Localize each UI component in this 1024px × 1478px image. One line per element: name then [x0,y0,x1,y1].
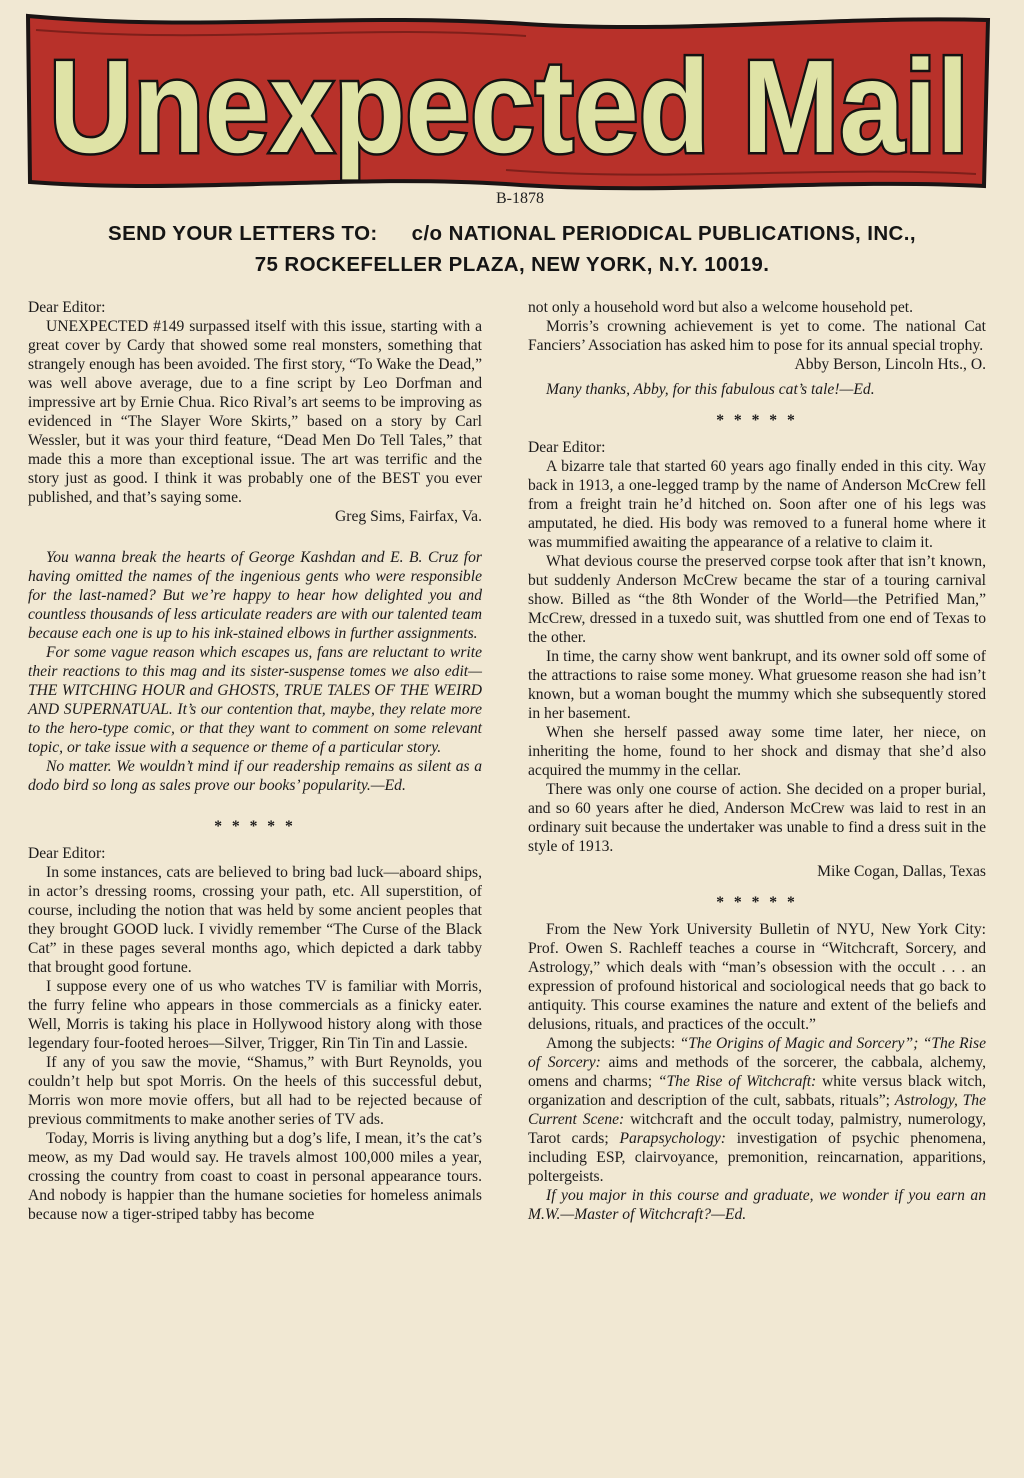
letter-salutation: Dear Editor: [28,845,106,862]
subject-title: Parapsychology: [619,1130,726,1147]
right-column [528,298,986,1224]
page-title: Unexpected Mail [49,33,969,180]
banner-code: B-1878 [496,190,544,207]
subject-text: witchcraft and the occult today, palmistry, numerology, Tarot cards; [528,1111,986,1147]
address-label: SEND YOUR LETTERS TO: [108,222,378,245]
editor-reply: Many thanks, Abby, for this fabulous cat’s tale!—Ed. [546,381,875,398]
letter-paragraph: Today, Morris is living anything but a dog’s life, I mean, it’s the cat’s meow, as my Dad would say. He travels almost 100,000 miles a year, crossing the country from coast to coast in personal appearance tours. And nobody is happier than the humane societies for homeless animals because now a tiger-striped tabby has become [28,1130,482,1223]
letter-salutation: Dear Editor: [528,439,606,456]
letter-paragraph: There was only one course of action. She decided on a proper burial, and so 60 years after he died, Anderson McCrew was laid to rest in an ordinary suit because the undertaker was unable to find a dress suit in the style of 1913. [528,781,986,855]
letter-signature: Greg Sims, Fairfax, Va. [335,508,482,525]
editor-reply: No matter. We wouldn’t mind if our readership remains as silent as a dodo bird so long as sales prove our books’ popularity.—Ed. [28,758,482,794]
title-banner [26,10,992,195]
subject-text: aims and methods of the sorcerer, the cabbala, alchemy, omens and charms; [528,1054,986,1090]
letter-signature: Abby Berson, Lincoln Hts., O. [794,356,986,373]
section-separator: * * * * * [716,412,798,429]
letter-paragraph: In some instances, cats are believed to bring bad luck—aboard ships, in actor’s dressing rooms, crossing your path, etc. All superstition, of course, including the notion that was held by some ancient peoples that they brought GOOD luck. I vividly remember “The Curse of the Black Cat” in these pages several months ago, which depicted a dark tabby that brought good fortune. [28,864,482,976]
subject-text: white versus black witch, organization and description of the cult, sabbats, rituals”; [528,1073,987,1109]
letter-continuation: not only a household word but also a welcome household pet. [528,299,914,316]
bulletin-intro: From the New York University Bulletin of NYU, New York City: Prof. Owen S. Rachleff teaches a course in “Witchcraft, Sorcery, and Astrology,” which deals with “man’s obsession with the occult . . . an expression of profound historical and sociological needs that go back to antiquity. This course examines the nature and extent of the beliefs and delusions, rituals, and practices of the occult.” [528,921,986,1033]
letter-paragraph: A bizarre tale that started 60 years ago finally ended in this city. Way back in 1913, a one-legged tramp by the name of Anderson McCrew fell from a freight train he’d hitched on. Soon after one of his legs was amputated, he died. His body was removed to a funeral home where it was mummified awaiting the appearance of a relative to claim it. [528,458,986,551]
letter-paragraph: What devious course the preserved corpse took after that isn’t known, but suddenly Anderson McCrew became the star of a touring carnival show. Billed as “the 8th Wonder of the World—the Petrified Man,” McCrew, dressed in a tuxedo suit, was shuttled from one end of Texas to the other. [528,553,986,646]
subject-title: “The Rise of Witchcraft: [657,1073,817,1090]
letter-paragraph: In time, the carny show went bankrupt, and its owner sold off some of the attractions to raise some money. What gruesome reason she had isn’t known, but a woman bought the mummy which she subsequently stored in her basement. [528,648,986,722]
letter-paragraph: If any of you saw the movie, “Shamus,” with Burt Reynolds, you couldn’t help but spot Morris. On the heels of this successful debut, Morris won more movie offers, but all had to be rejected because of previous commitments to make another series of TV ads. [28,1054,482,1128]
letter-paragraph: I suppose every one of us who watches TV is familiar with Morris, the furry feline who appears in those commercials as a finicky eater. Well, Morris is taking his place in Hollywood history along with those legendary four-footed heroes—Silver, Trigger, Rin Tin Tin and Lassie. [28,978,482,1052]
editor-reply: If you major in this course and graduate, we wonder if you earn an M.W.—Master of Witchcraft?—Ed. [528,1187,986,1223]
address-line-2: 75 ROCKEFELLER PLAZA, NEW YORK, N.Y. 10019. [254,253,770,276]
letter-paragraph: When she herself passed away some time later, her niece, on inheriting the home, found to her shock and dismay that she’d also acquired the mummy in the cellar. [528,724,986,779]
section-separator: * * * * * [716,894,798,911]
subjects-intro: Among the subjects: [546,1035,676,1052]
letter-signature: Mike Cogan, Dallas, Texas [817,863,986,880]
letter-salutation: Dear Editor: [28,299,106,316]
subject-title: Astrology, The Current Scene: [528,1092,986,1128]
section-separator: * * * * * [214,818,296,835]
letter-body: UNEXPECTED #149 surpassed itself with this issue, starting with a great cover by Cardy that showed some real monsters, something that strangely enough has been avoided. The first story, “To Wake the Dead,” was well above average, due to a fine script by Leo Dorfman and impressive art by Ernie Chua. Rico Rival’s art seems to be improving as evidenced in “The Slayer Wore Skirts,” based on a story by Carl Wessler, but it was your third feature, “Dead Men Do Tell Tales,” that made this a more than exceptional issue. The art was terrific and the story just as good. I think it was probably one of the BEST you ever published, and that’s saying some. [28,318,482,506]
bulletin-subjects [528,1034,986,1186]
address-publisher: c/o NATIONAL PERIODICAL PUBLICATIONS, INC., [411,222,916,245]
address-line-1 [0,222,1024,246]
banner-graphic [26,10,992,195]
letter-paragraph: Morris’s crowning achievement is yet to come. The national Cat Fanciers’ Association has asked him to pose for its annual special trophy. [528,318,986,354]
subject-title: “The Origins of Magic and Sorcery”; “The Rise of Sorcery: [528,1035,986,1071]
left-column [28,298,482,1224]
editor-reply: For some vague reason which escapes us, fans are reluctant to write their reactions to this mag and its sister-suspense tomes we also edit—THE WITCHING HOUR and GHOSTS, TRUE TALES OF THE WEIRD AND SUPERNATUAL. It’s our contention that, maybe, they relate more to the hero-type comic, or that they want to comment on some relevant topic, or take issue with a sequence or theme of a particular story. [28,644,482,756]
subject-text: investigation of psychic phenomena, including ESP, clairvoyance, premonition, reincarnation, apparitions, poltergeists. [528,1130,986,1185]
editor-reply: You wanna break the hearts of George Kashdan and E. B. Cruz for having omitted the names of the ingenious gents who were responsible for the last-named? But we’re happy to hear how delighted you and countless thousands of less articulate readers are with our talented team because each one is up to his ink-stained elbows in further assignments. [28,549,482,642]
